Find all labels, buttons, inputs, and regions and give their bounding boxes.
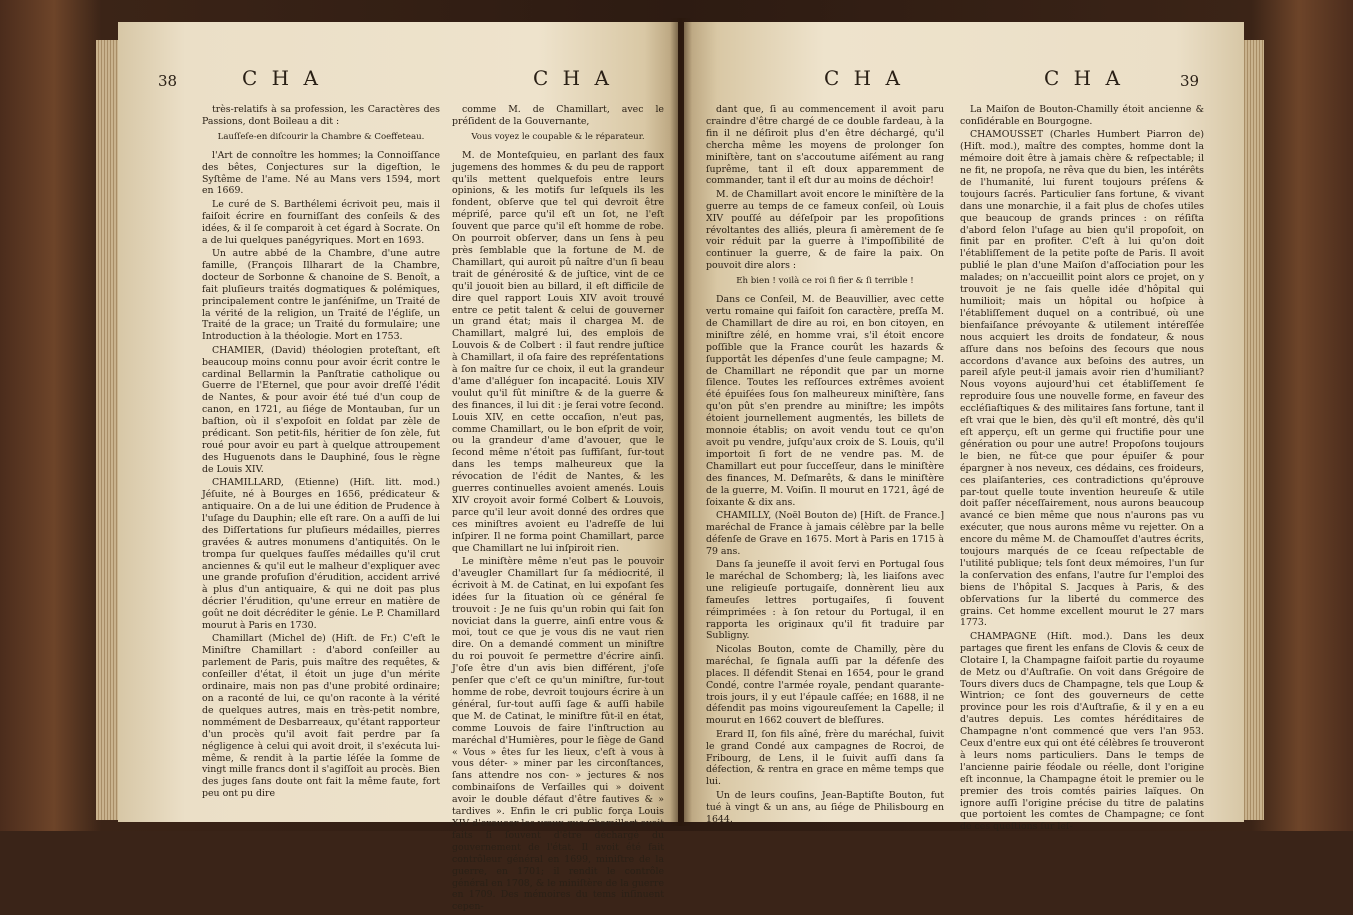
paragraph: Le miniſtère même n'eut pas le pouvoir d'aveugler Chamillart ſur ſa médiocrité, il écrivoit à M. de Catinat, en lui expoſant ſes idées ſur la ſituation où ce général ſe trouvoit : Je ne ſuis qu'un robin qui ſait ſon noviciat dans la guerre, ainſi entre vous & moi, tout ce que je vous dis ne vaut rien dire. On a demandé comment un miniſtre du roi pouvoit ſe permettre d'écrire ainſi. J'oſe être d'un avis bien différent, j'oſe penſer que c'eſt ce qu'un miniſtre, ſur-tout homme de robe, devroit toujours écrire à un général, ſur-tout auſſi ſage & auſſi habile que M. de Catinat, le miniſtre fût-il en état, comme Louvois de faire l'inſtruction au maréchal d'Humières, pour le ſiège de Gand « Vous » êtes ſur les lieux, c'eſt à vous à vous déter- » miner par les circonſtances, ſans attendre nos con- » jectures & nos combinaiſons de Verſailles qui » doivent avoir le double défaut d'être fautives & » tardives ». Enfin le cri public força Louis XIV d'exaucer les vœux que Chamillart avoit faits ſi ſouvent d'être déchargé du gouvernement de l'état. Il avoit été fait contrôleur général en 1699, miniſtre de la guerre, en 1701; il rendit le contrôle général en 1708, & le miniſtère de la guerre en 1709. Des mémoires du tems inſinuent cepen-: [452, 556, 665, 913]
quoted-verse: Vous voyez le coupable & le réparateur.: [471, 131, 645, 142]
paragraph: CHAMOUSSET (Charles Humbert Piarron de) (Hiſt. mod.), maître des comptes, homme dont la mémoire doit être à jamais chère & reſpectable; il ne fit, ne propoſa, ne rêva que du bien, les intérêts de l'humanité, lui furent toujours préſens & toujours ſacrés. Particulier ſans fortune, & vivant dans une monarchie, il a fait plus de choſes utiles que beaucoup de grands princes : on réſiſta d'abord ſelon l'uſage au bien qu'il propoſoit, on finit par en profiter. C'eſt à lui qu'on doit l'établiſſement de la petite poſte de Paris. Il avoit publié le plan d'une Maiſon d'aſſociation pour les malades; on n'accueillit point alors ce projet, on y trouvoit je ne ſais quelle idée d'hôpital qui humilioit; mais un hôpital ou hoſpice à l'établiſſement duquel on a contribué, où une bienfaiſance prévoyante & utilement intéreſſée nous acquiert les droits de fondateur, & nous aſſure dans nos beſoins des ſecours que nous accordons d'avance aux beſoins des autres, un pareil aſyle peut-il jamais avoir rien d'humiliant? Nous voyons aujourd'hui cet établiſſement ſe reproduire ſous une nouvelle forme, en faveur des eccléſiaſtiques & des militaires ſans fortune, tant il eſt vrai que le bien, dès qu'il eſt montré, dès qu'il eſt apperçu, eſt un germe qui fructifie pour une génération ou pour une autre! Propoſons toujours le bien, ne fût-ce que pour épuiſer & pour épargner à nos neveux, ces dédains, ces froideurs, ces plaiſanteries, ces contradictions qu'éprouve par-tout quelle toute invention heureuſe & utile doit paſſer néceſſairement, nous aurons beaucoup avancé ce bien même que nous n'aurons pas vu exécuter, que nous aurons même vu rejetter. On a encore du même M. de Chamouſſet d'autres écrits, toujours marqués de ce ſceau reſpectable de l'utilité publique; tels ſont deux mémoires, l'un ſur la conſervation des enfans, l'autre ſur l'emploi des biens de l'hôpital S. Jacques à Paris, & des obſervations ſur la liberté du commerce des grains. Cet homme excellent mourut le 27 mars 1773.: [960, 129, 1204, 629]
left-page-header: [118, 66, 678, 96]
paragraph: Nicolas Bouton, comte de Chamilly, père du maréchal, ſe ſignala auſſi par la défenſe des places. Il défendit Stenai en 1654, pour le grand Condé, contre l'armée royale, pendant quarante-trois jours, il y eut l'épaule caſſée; en 1688, il ne défendit pas moins vigoureuſement la Capelle; il mourut en 1662 couvert de bleſſures.: [706, 643, 944, 727]
page-edges-left: [96, 40, 120, 820]
right-page-column-2: [960, 104, 1204, 835]
paragraph: Dans ce Conſeil, M. de Beauvillier, avec cette vertu romaine qui faiſoit ſon caractère, preſſa M. de Chamillart de dire au roi, en bon citoyen, en miniſtre zélé, en homme vrai, s'il étoit encore poſſible que la France courût les hazards & ſupportât les dépenſes d'une ſeule campagne; M. de Chamillart ne répondit que par un morne ſilence. Toutes les reſſources extrêmes avoient été épuiſées ſous ſon malheureux miniſtère, ſans qu'on pût s'en prendre au miniſtre; les impôts étoient journellement augmentés, les billets de monnoie établis; on avoit vendu tout ce qu'on avoit pu vendre, juſqu'aux croix de S. Louis, qu'il importoit ſi fort de ne vendre pas. M. de Chamillart eut pour ſucceſſeur, dans le miniſtère des finances, M. Deſmarêts, & dans le miniſtère de la guerre, M. Voiſin. Il mourut en 1721, âgé de ſoixante & dix ans.: [706, 294, 944, 508]
right-page: [684, 22, 1244, 833]
paragraph: CHAMILLARD, (Etienne) (Hiſt. litt. mod.) Jéſuite, né à Bourges en 1656, prédicateur & antiquaire. On a de lui une édition de Prudence à l'uſage du Dauphin; elle eſt rare. On a auſſi de lui des Diſſertations ſur pluſieurs médailles, pierres gravées & autres monumens d'antiquités. On le trompa ſur quelques fauſſes médailles qu'il crut anciennes & qu'il eut le malheur d'expliquer avec une grande profuſion d'érudition, accident arrivé à plus d'un antiquaire, & qui ne doit pas plus décrier l'érudition, qu'une erreur en matière de goût ne doit décréditer le génie. Le P. Chamillard mourut à Paris en 1730.: [202, 477, 440, 632]
right-page-header: [684, 66, 1244, 96]
page-number: 38: [158, 72, 178, 90]
paragraph: Erard II, ſon fils aîné, frère du maréchal, ſuivit le grand Condé aux campagnes de Rocroi, de Fribourg, de Lens, il le ſuivit auſſi dans ſa défection, & rentra en grace en même temps que lui.: [706, 728, 944, 788]
paragraph: La Maiſon de Bouton-Chamilly étoit ancienne & conſidérable en Bourgogne.: [960, 104, 1204, 127]
page-edges-right: [1242, 40, 1264, 820]
running-head-right: C H A: [533, 66, 613, 90]
right-page-column-1: [706, 104, 944, 827]
paragraph: CHAMPAGNE (Hiſt. mod.). Dans les deux partages que firent les enfans de Clovis & ceux de Clotaire I, la Champagne faiſoit partie du royaume de Metz ou d'Auſtraſie. On voit dans Grégoire de Tours divers ducs de Champagne, tels que Loup & Wintrion; ce ſont des gouverneurs de cette province pour les rois d'Auſtraſie, & il y en a eu d'autres depuis. Les comtes héréditaires de Champagne n'ont commencé que vers l'an 953. Ceux d'entre eux qui ont été célèbres ſe trouveront à leurs noms particuliers. Dans le temps de l'ancienne pairie féodale ou réelle, dont l'origine eſt inconnue, la Champagne étoit le premier ou le premier des trois comtés pairies laïques. On ignore auſſi l'origine précise du titre de palatins que portoient les comtes de Champagne; ce ſont de ces queſtions ſur leſ-: [960, 630, 1204, 833]
left-page-column-1: [202, 104, 440, 802]
paragraph: l'Art de connoître les hommes; la Connoiſſance des bêtes, Conjectures sur la digeſtion, le Syſtême de l'ame. Né au Mans vers 1594, mort en 1669.: [202, 149, 440, 197]
paragraph: Chamillart (Michel de) (Hiſt. de Fr.) C'eſt le Miniſtre Chamillart : d'abord conſeiller au parlement de Paris, puis maître des requêtes, & conſeiller d'état, il étoit un juge d'un mérite ordinaire, mais non pas d'une probité ordinaire; on a raconté de lui, ce qu'on raconte à la vérité de quelques autres, mais en très-petit nombre, nommément de Desbarreaux, qu'étant rapporteur d'un procès qu'il avoit fait perdre par ſa négligence à celui qui avoit droit, il s'exécuta lui-même, & rendit à la partie léſée la ſomme de vingt mille francs dont il s'agiſſoit au procès. Bien des juges ſans doute ont fait la même faute, fort peu ont pu dire: [202, 633, 440, 800]
running-head-left: C H A: [824, 66, 904, 90]
paragraph: Le curé de S. Barthélemi écrivoit peu, mais il faiſoit écrire en fourniſſant des conſeils & des idées, & il ſe comparoit à cet égard à Socrate. On a de lui quelques panégyriques. Mort en 1693.: [202, 198, 440, 246]
paragraph: comme M. de Chamillart, avec le préſident de la Gouvernante,: [452, 104, 664, 127]
running-head-left: C H A: [242, 66, 322, 90]
paragraph: dant que, ſi au commencement il avoit paru craindre d'être chargé de ce double fardeau, à la fin il ne déſiroit plus d'en être déchargé, qu'il chercha même les moyens de prolonger ſon miniſtère, tant on s'accoutume aiſément au rang ſuprême, tant il eſt doux apparemment de commander, tant il eſt dur au moins de déchoir!: [706, 104, 944, 187]
page-number: 39: [1180, 72, 1200, 90]
paragraph: Dans ſa jeuneſſe il avoit ſervi en Portugal ſous le maréchal de Schomberg; là, les liaiſons avec une religieuſe portugaiſe, donnèrent lieu aux fameuſes lettres portugaiſes, ſi ſouvent réimprimées : à ſon retour du Portugal, il en rapporta les originaux qu'il fit traduire par Subligny.: [706, 559, 944, 642]
paragraph: M. de Monteſquieu, en parlant des faux jugemens des hommes & du peu de rapport qu'ils mettent quelquefois entre leurs opinions, & les motifs ſur leſquels ils les fondent, obſerve que tel qui devroit être mépriſé, parce qu'il eſt un ſot, ne l'eſt ſouvent que parce qu'il eſt homme de robe. On pourroit obſerver, dans un ſens à peu près ſemblable que la fortune de M. de Chamillart, qui auroit pû naître d'un ſi beau trait de générosité & de juſtice, vint de ce qu'il jouoit bien au billard, il eſt difficile de dire quel rapport Louis XIV avoit trouvé entre ce petit talent & celui de gouverner un grand état; mais il chargea M. de Chamillart, malgré lui, des emplois de Louvois & de Colbert : il faut rendre juſtice à Chamillart, il oſa faire des repréſentations à ſon maître ſur ce choix, il eut la grandeur d'ame d'alléguer ſon incapacité. Louis XIV voulut qu'il fût miniſtre & de la guerre & des finances, il lui dit : je ſerai votre ſecond. Louis XIV, en cette occaſion, n'eut pas, comme Chamillart, ou le bon eſprit de voir, ou la grandeur d'ame d'avouer, que le ſecond même n'étoit pas ſuffiſant, ſur-tout dans les temps malheureux que la révocation de l'édit de Nantes, & les guerres continuelles avoient amenés. Louis XIV croyoit avoir formé Colbert & Louvois, parce qu'il leur avoit donné des ordres que ces miniſtres avoient eu l'adreſſe de lui inſpirer. Il ne forma point Chamillart, parce que Chamillart ne lui inſpiroit rien.: [452, 149, 664, 554]
quoted-verse: Eh bien ! voilà ce roi ſi fier & ſi terrible !: [736, 276, 914, 287]
paragraph: très-relatifs à sa profession, les Caractères des Passions, dont Boileau a dit :: [202, 104, 440, 127]
paragraph: M. de Chamillart avoit encore le miniſtère de la guerre au temps de ce fameux conſeil, où Louis XIV pouſſé au déſeſpoir par les propoſitions révoltantes des alliés, pleura ſi amèrement de ſe voir réduit par la guerre à l'impoſſibilité de continuer la guerre, & de faire la paix. On pouvoit dire alors :: [706, 188, 944, 272]
left-page-column-2: [452, 104, 664, 915]
paragraph: CHAMILLY, (Noël Bouton de) [Hiſt. de France.] maréchal de France à jamais célèbre par la belle défenſe de Grave en 1675. Mort à Paris en 1715 à 79 ans.: [706, 509, 944, 557]
paragraph: CHAMIER, (David) théologien proteſtant, eſt beaucoup moins connu pour avoir écrit contre le cardinal Bellarmin la Panſtratie catholique ou Guerre de l'Eternel, que pour avoir dreſſé l'édit de Nantes, & pour avoir été tué d'un coup de canon, en 1721, au ſiége de Montauban, ſur un baſtion, où il s'expoſoit en ſoldat par zèle de prédicant. Son petit-fils, héritier de ſon zèle, fut roué pour avoir eu part à quelque attroupement des Huguenots dans le Dauphiné, ſous le règne de Louis XIV.: [202, 344, 440, 475]
left-page: [118, 22, 678, 913]
quoted-verse: Lauſſeſe-en diſcourir la Chambre & Coeffeteau.: [217, 131, 425, 142]
paragraph: Un autre abbé de la Chambre, d'une autre famille, (François Illharart de la Chambre, docteur de Sorbonne & chanoine de S. Benoît, a fait pluſieurs traités dogmatiques & polémiques, principalement contre le janſéniſme, un Traité de la vérité de la religion, un Traité de l'égliſe, un Traité de la grace; un Traité du formulaire; une Introduction à la théologie. Mort en 1753.: [202, 247, 440, 343]
book-gutter: [670, 18, 692, 826]
paragraph: Un de leurs couſins, Jean-Baptiſte Bouton, fut tué à vingt & un ans, au ſiége de Philisbourg en 1644.: [706, 789, 944, 825]
running-head-right: C H A: [1044, 66, 1124, 90]
